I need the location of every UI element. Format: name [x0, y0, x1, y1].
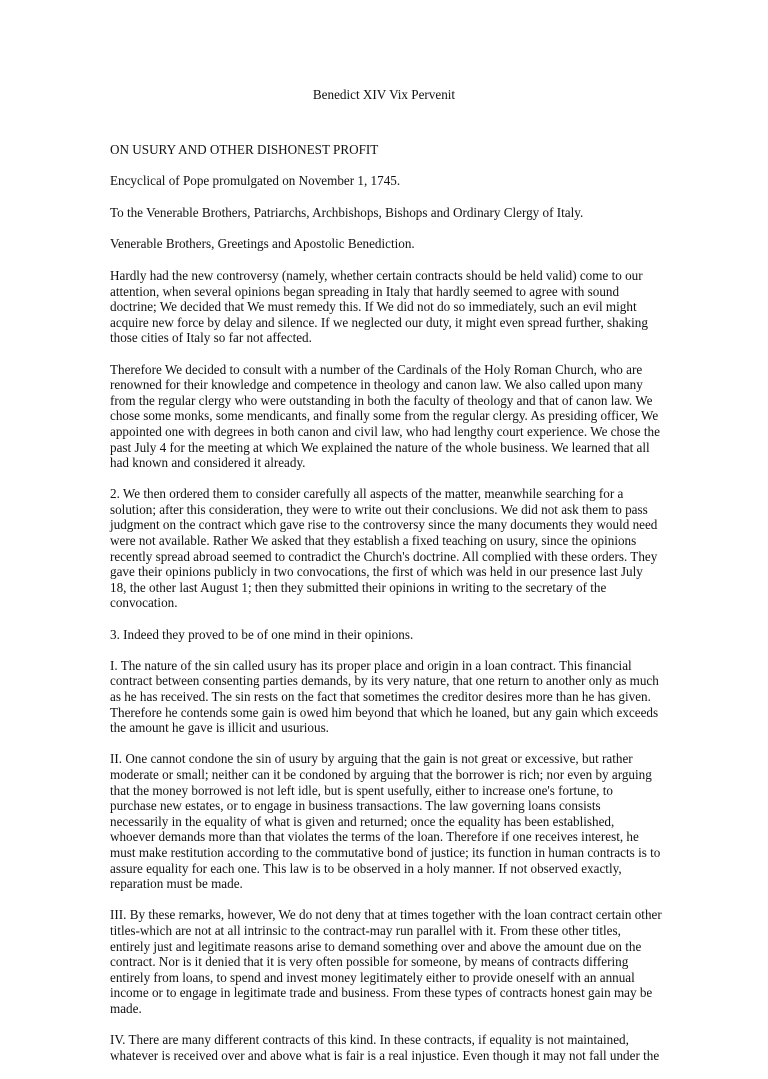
paragraph: I. The nature of the sin called usury has its proper place and origin in a loan contract. This financial contract between consenting parties demands, by its very nature, that one return to another only as much as he has received. The sin rests on the fact that sometimes the creditor desires more than he has given. Therefore he contends some gain is owed him beyond that which he loaned, but any gain which exceeds the amount he gave is illicit and usurious.: [110, 657, 659, 736]
paragraph: IV. There are many different contracts of this kind. In these contracts, if equality is not maintained, whatever is received over and above what is fair is a real injustice. Even though it may not fall under the: [110, 1032, 660, 1063]
document-title: Benedict XIV Vix Pervenit: [312, 87, 456, 102]
paragraph: Therefore We decided to consult with a number of the Cardinals of the Holy Roman Church, who are renowned for their knowledge and competence in theology and canon law. We also called upon many from the regular clergy who were outstanding in both the faculty of theology and that of canon law. We chose some monks, some mendicants, and finally some from the regular clergy. As presiding officer, We appointed one with degrees in both canon and civil law, who had lengthy court experience. We chose the past July 4 for the meeting at which We explained the nature of the whole business. We learned that all had known and considered it already.: [110, 361, 660, 471]
paragraph: II. One cannot condone the sin of usury by arguing that the gain is not great or excessive, but rather moderate or small; neither can it be condoned by arguing that the borrower is rich; nor even by arguing that the money borrowed is not left idle, but is spent usefully, either to increase one's fortune, to purchase new estates, or to engage in business transactions. The law governing loans consists necessarily in the equality of what is given and returned; once the equality has been established, whoever demands more than that violates the terms of the loan. Therefore if one receives interest, he must make restitution according to the commutative bond of justice; its function in human contracts is to assure equality for each one. This law is to be observed in a holy manner. If not observed exactly, reparation must be made.: [110, 751, 661, 892]
encyclical-addressee: To the Venerable Brothers, Patriarchs, Archbishops, Bishops and Ordinary Clergy of Italy.: [110, 204, 584, 220]
encyclical-heading: ON USURY AND OTHER DISHONEST PROFIT: [110, 142, 379, 157]
paragraph: 3. Indeed they proved to be of one mind in their opinions.: [110, 626, 414, 642]
paragraph: 2. We then ordered them to consider carefully all aspects of the matter, meanwhile searching for a solution; after this consideration, they were to write out their conclusions. We did not ask them to pass judgment on the contract which gave rise to the controversy since the many documents they would need were not available. Rather We asked that they establish a fixed teaching on usury, since the opinions recently spread abroad seemed to contradict the Church's doctrine. All complied with these orders. They gave their opinions publicly in two convocations, the first of which was held in our presence last July 18, the other last August 1; then they submitted their opinions in writing to the secretary of the convocation.: [110, 486, 658, 611]
paragraph: III. By these remarks, however, We do not deny that at times together with the loan contract certain other titles-which are not at all intrinsic to the contract-may run parallel with it. From these other titles, entirely just and legitimate reasons arise to demand something over and above the amount due on the contract. Nor is it denied that it is very often possible for someone, by means of contracts differing entirely from loans, to spend and invest money legitimately either to provide oneself with an annual income or to engage in legitimate trade and business. From these types of contracts honest gain may be made.: [110, 907, 662, 1016]
encyclical-greeting: Venerable Brothers, Greetings and Apostolic Benediction.: [110, 236, 415, 252]
paragraph: Hardly had the new controversy (namely, whether certain contracts should be held valid) come to our attention, when several opinions began spreading in Italy that hardly seemed to agree with sound doctrine; We decided that We must remedy this. If We did not do so immediately, such an evil might acquire new force by delay and silence. If we neglected our duty, it might even spread further, shaking those cities of Italy so far not affected.: [110, 267, 648, 346]
encyclical-subtitle: Encyclical of Pope promulgated on November 1, 1745.: [110, 173, 401, 189]
document-body: [110, 142, 662, 1079]
